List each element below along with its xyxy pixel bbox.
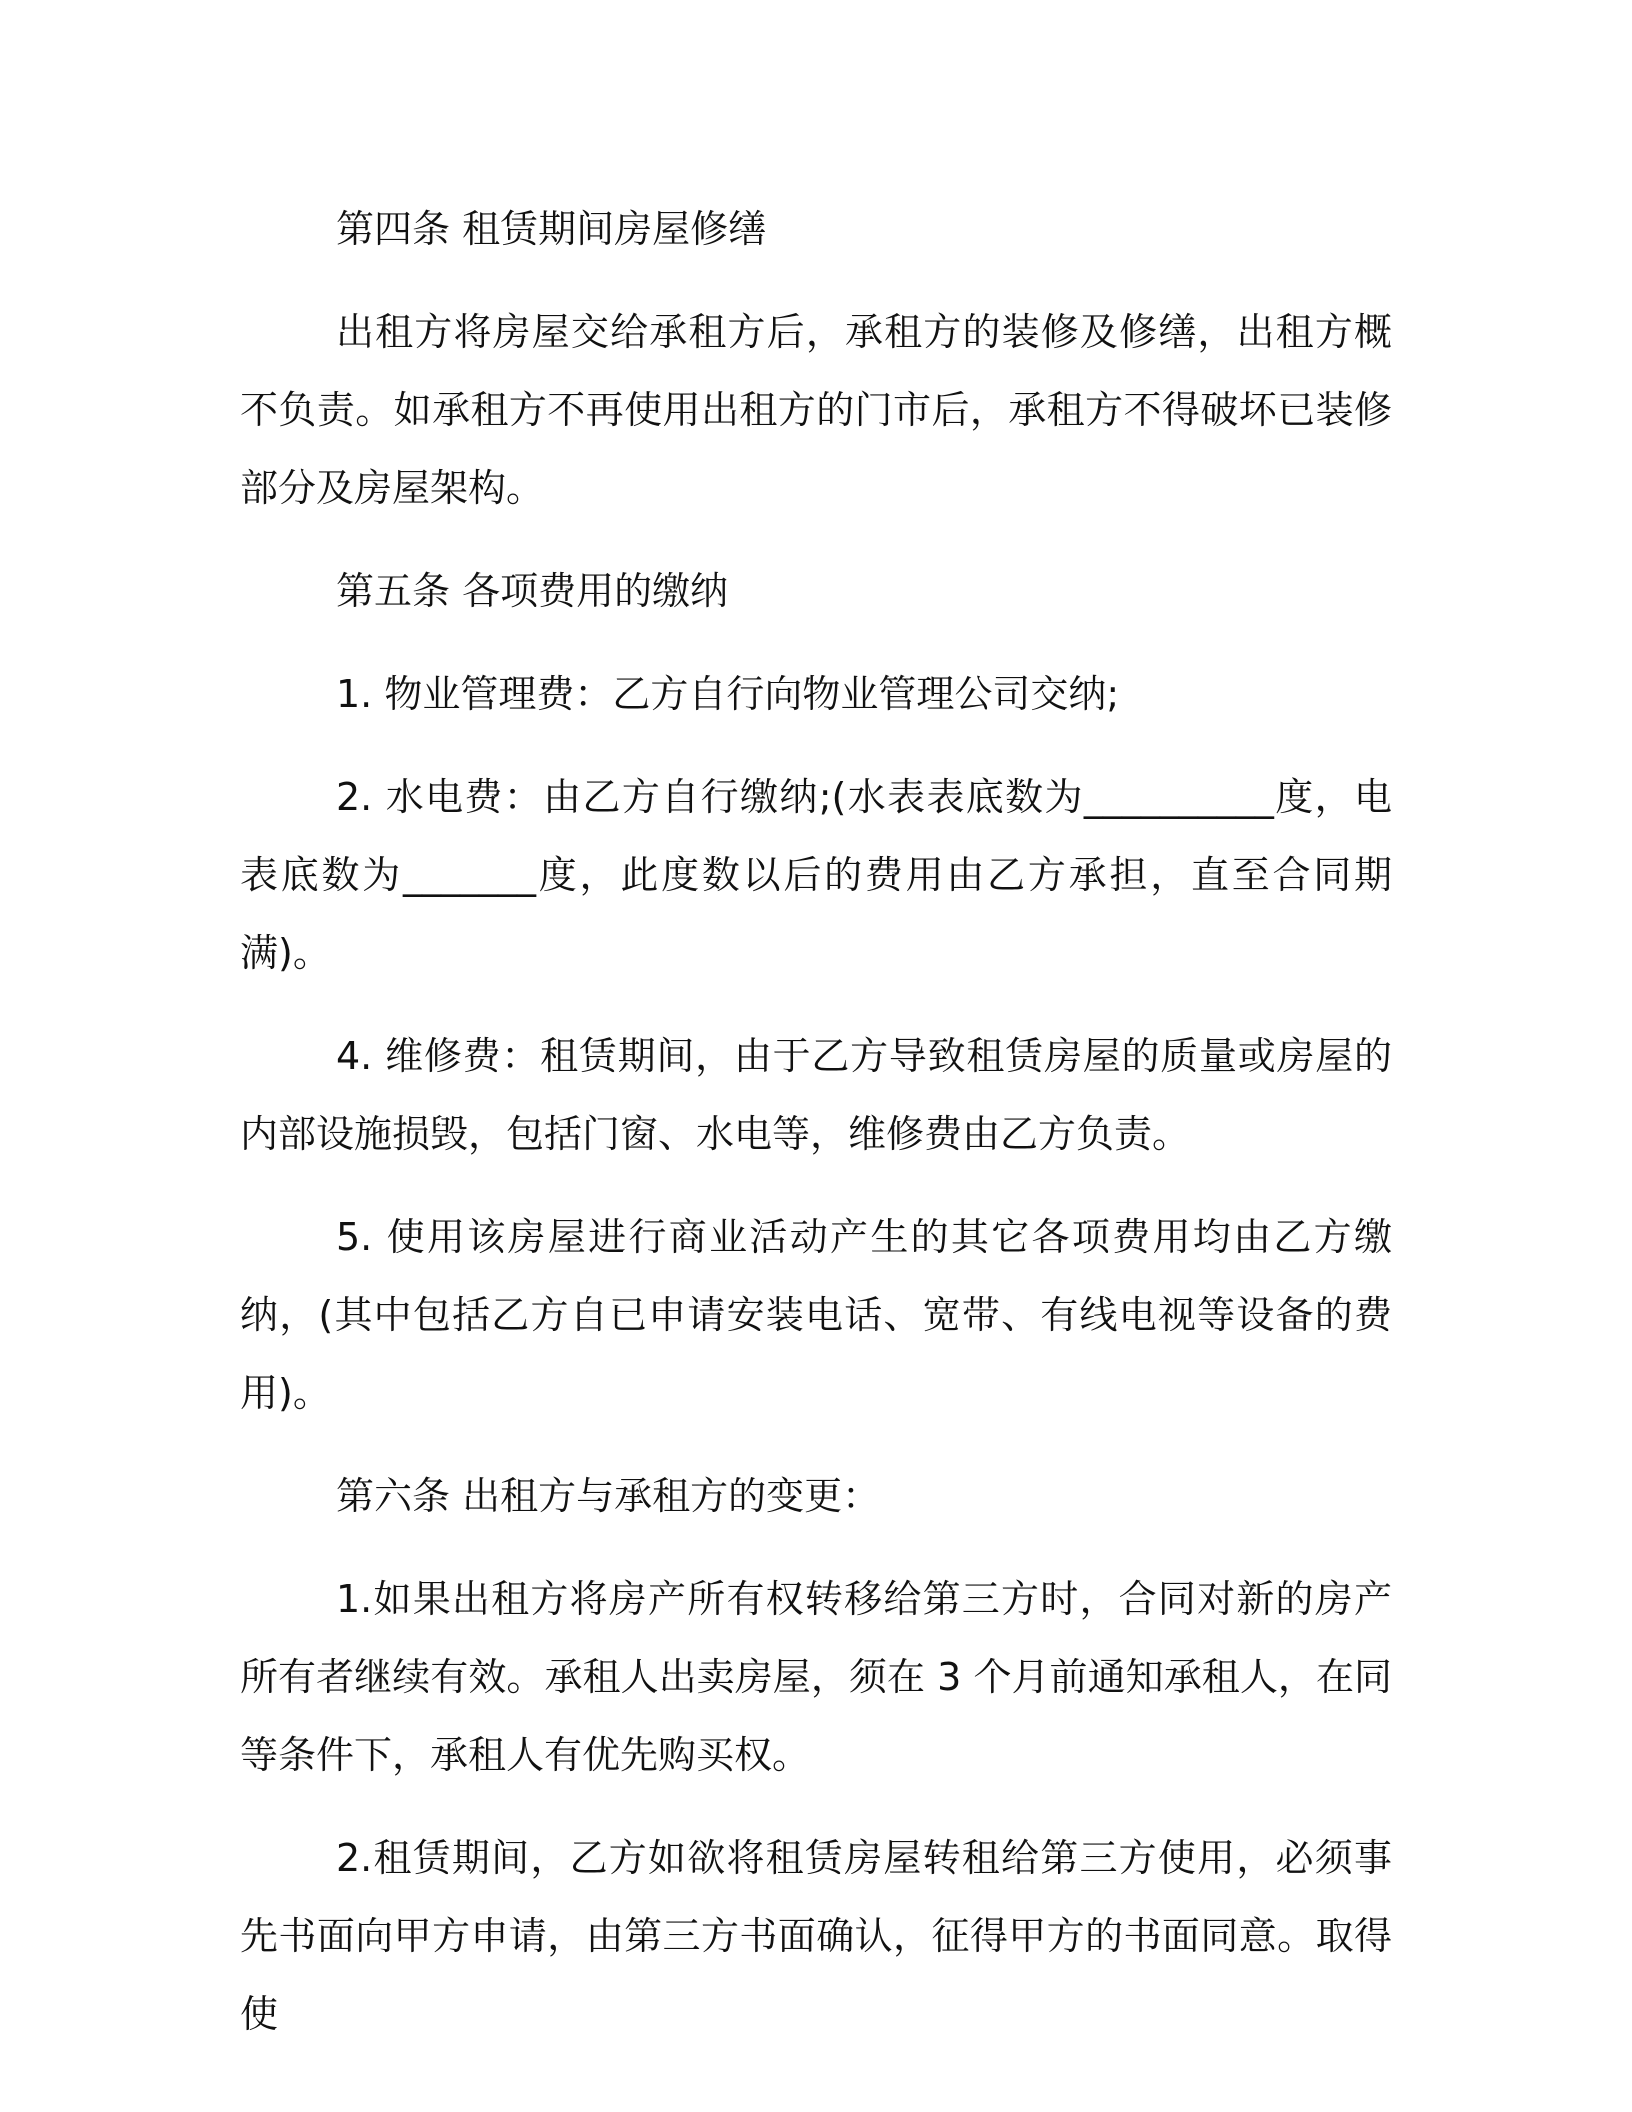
article-5-item-1: 1. 物业管理费：乙方自行向物业管理公司交纳; xyxy=(336,672,1120,716)
article-5-item-4: 4. 维修费：租赁期间，由于乙方导致租赁房屋的质量或房屋的内部设施损毁，包括门窗、水电等，维修费由乙方负责。 xyxy=(240,1034,1392,1156)
article-5-item-2: 2. 水电费：由乙方自行缴纳;(水表表底数为__________度，电表底数为_______度，此度数以后的费用由乙方承担，直至合同期满)。 xyxy=(240,775,1392,975)
article-6-item-2: 2.租赁期间，乙方如欲将租赁房屋转租给第三方使用，必须事先书面向甲方申请，由第三方书面确认，征得甲方的书面同意。取得使 xyxy=(240,1836,1392,2036)
article-6-title: 第六条 出租方与承租方的变更： xyxy=(336,1474,881,1518)
article-5-title: 第五条 各项费用的缴纳 xyxy=(336,569,729,613)
article-4-paragraph: 出租方将房屋交给承租方后，承租方的装修及修缮，出租方概不负责。如承租方不再使用出租方的门市后，承租方不得破坏已装修部分及房屋架构。 xyxy=(240,310,1392,510)
article-5-item-5: 5. 使用该房屋进行商业活动产生的其它各项费用均由乙方缴纳，(其中包括乙方自已申请安装电话、宽带、有线电视等设备的费用)。 xyxy=(240,1215,1392,1415)
document-page xyxy=(240,190,1392,2078)
article-4-title: 第四条 租赁期间房屋修缮 xyxy=(336,207,767,251)
article-6-item-1: 1.如果出租方将房产所有权转移给第三方时，合同对新的房产所有者继续有效。承租人出卖房屋，须在 3 个月前通知承租人，在同等条件下，承租人有优先购买权。 xyxy=(240,1577,1392,1777)
